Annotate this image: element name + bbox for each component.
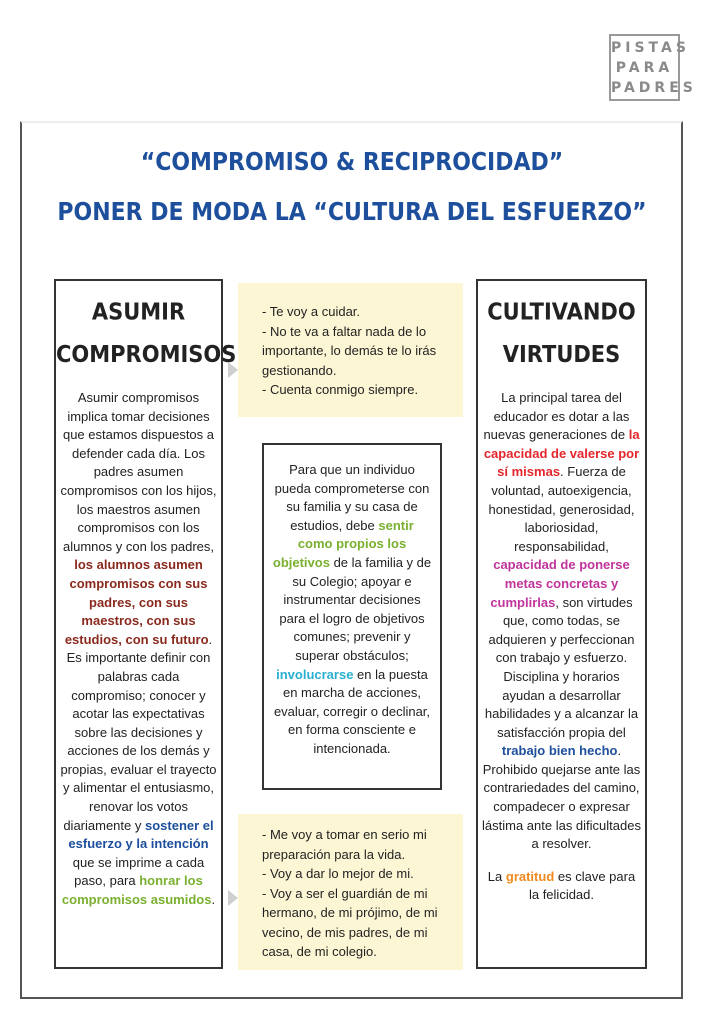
pistas-para-padres-logo <box>609 34 697 101</box>
right-body-text <box>482 389 641 905</box>
left-text-3: que se imprime a cada paso, para <box>72 854 205 889</box>
right-text-1: La principal tarea del educador es dotar a las nuevas generaciones de <box>483 390 630 443</box>
note-top-line-3: - Cuenta conmigo siempre. <box>262 382 419 397</box>
logo-line-1: PISTAS <box>611 40 690 56</box>
left-text-1: Asumir compromisos implica tomar decisiones que estamos dispuestos a defender cada día. Los padres asumen compromisos con los hijos, los maestros asumen compromisos con los alumnos y con los padres, <box>60 390 217 554</box>
left-text-4: . <box>211 892 216 908</box>
right-text-3: , son virtudes que, como todas, se adquieren y perfeccionan con trabajo y esfuerzo. Disciplina y horarios ayudan a desarrollar habilidades y a alcanzar la satisfacción propia del <box>484 594 639 740</box>
right-highlight-goals: capacidad de ponerse metas concretas y cumplirlas <box>490 557 630 610</box>
right-highlight-self-reliance: la capacidad de valerse por sí mismas <box>483 427 640 480</box>
note-bottom <box>238 814 463 970</box>
left-text-2: . Es importante definir con palabras cada compromiso; conocer y acotar las expectativas sobre las decisiones y acciones de los demás y propias, evaluar el trayecto y alimentar el entusiasmo, renovar los votos diariamente y <box>60 631 217 833</box>
title-line-1: “COMPROMISO & RECIPROCIDAD” <box>140 148 564 177</box>
logo-line-2: PARA <box>615 60 674 76</box>
arrow-right-icon <box>228 890 238 906</box>
right-highlight-work: trabajo bien hecho <box>501 743 618 759</box>
note-bottom-line-2: - Voy a dar lo mejor de mi. <box>262 866 414 881</box>
right-heading <box>478 290 645 375</box>
right-heading-line-2: VIRTUDES <box>502 340 621 368</box>
note-bottom-line-3: - Voy a ser el guardián de mi hermano, de mi prójimo, de mi vecino, de mis padres, de mi casa, de mi colegio. <box>262 885 438 959</box>
right-text-5: La <box>487 868 506 884</box>
right-text-2: . Fuerza de voluntad, autoexigencia, honestidad, generosidad, laboriosidad, responsabilidad, <box>488 464 635 554</box>
asumir-compromisos-box <box>54 279 237 969</box>
left-heading-line-1: ASUMIR <box>91 298 186 326</box>
note-top-line-2: - No te va a faltar nada de lo importante, lo demás te lo irás gestionando. <box>262 323 437 378</box>
center-body-text <box>272 461 432 759</box>
center-box <box>262 443 442 790</box>
note-top-line-1: - Te voy a cuidar. <box>262 304 361 319</box>
arrow-right-icon <box>228 362 238 378</box>
center-highlight-objectives: sentir como propios los objetivos <box>272 517 414 570</box>
left-highlight-effort: sostener el esfuerzo y la intención <box>68 817 214 852</box>
title-line-2: PONER DE MODA LA “CULTURA DEL ESFUERZO” <box>57 198 647 227</box>
right-text-6: es clave para la felicidad. <box>528 868 636 903</box>
right-highlight-gratitude: gratitud <box>505 868 555 884</box>
note-top <box>238 283 463 417</box>
center-highlight-involve: involucrarse <box>276 666 354 682</box>
center-text-3: en la puesta en marcha de acciones, evaluar, corregir o declinar, en forma consciente e intencionada. <box>273 666 431 756</box>
logo-line-3: PADRES <box>611 80 697 96</box>
cultivando-virtudes-box <box>476 279 647 969</box>
left-highlight-honor: honrar los compromisos asumidos <box>61 873 212 908</box>
left-body-text <box>60 389 217 910</box>
left-heading-line-2: COMPROMISOS <box>56 340 237 368</box>
left-heading <box>56 290 237 375</box>
center-text-1: Para que un individuo pueda comprometerse con su familia y su casa de estudios, debe <box>274 462 430 533</box>
left-highlight-students: los alumnos asumen compromisos con sus padres, con sus maestros, con sus estudios, con su futuro <box>64 557 209 647</box>
note-bottom-line-1: - Me voy a tomar en serio mi preparación para la vida. <box>262 827 427 862</box>
right-text-4: . Prohibido quejarse ante las contrariedades del camino, compadecer o expresar lástima ante las dificultades a resolver. <box>482 743 641 852</box>
center-text-2: de la familia y de su Colegio; apoyar e instrumentar decisiones para el logro de objetivos comunes; prevenir y superar obstáculos; <box>279 554 432 663</box>
right-heading-line-1: CULTIVANDO <box>487 298 636 326</box>
